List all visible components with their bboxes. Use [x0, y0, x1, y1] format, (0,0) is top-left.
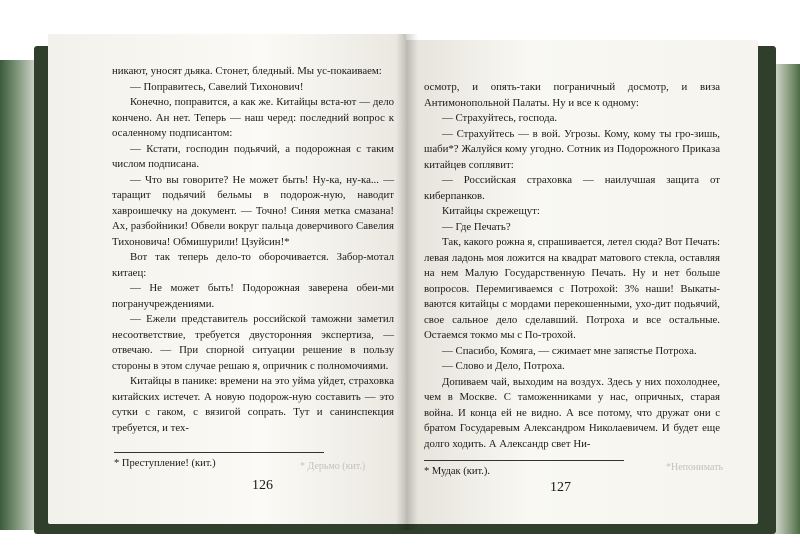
right-page-text [424, 80, 720, 452]
book-gutter [396, 34, 418, 530]
right-paragraph: Так, какого рожна я, спрашивается, летел сюда? Вот Печать: левая ладонь моя ложится на квадрат матового стекла, оставляя на нем Малую Государственную Печать. Ну и нет больше вопросов. Перемигиваемся с Потрохой: 3% наши! Выкаты-ваются китайцы с мордами перекошенными, ухо-дит подьячий, свое сальное дело сделавший. Потроха и все остальные. Остаемся токмо мы с По-трохой. [424, 236, 720, 341]
right-paragraph: — Где Печать? [442, 220, 511, 233]
background-right [774, 64, 800, 534]
left-paragraph: — Ежели представитель российской таможни заметил несоответствие, требуется двусторонняя экспертиза, — отвечаю. — При спорной ситуации решение в пользу стороны в этом случае решаю я, опричник с полномочиями. [112, 313, 394, 372]
left-paragraph: — Что вы говорите? Не может быть! Ну-ка, ну-ка... — таращит подьячий бельмы в подорож-ную, наводит хавроишечку на документ. — Точно! Синяя метка смазана! Ах, разбойники! Обвели вокруг пальца доверчивого Савелия Тихоновича! Обмишурили! Цзуйсин!* [112, 173, 394, 248]
left-paragraph: — Кстати, господин подьячий, а подорожная с таким числом подписана. [112, 142, 394, 170]
left-footnote: * Преступление! (кит.) [114, 452, 324, 470]
right-paragraph: Китайцы скрежещут: [442, 205, 540, 217]
left-paragraph: никают, уносят дьяка. Стонет, бледный. Мы ус-покаиваем: [112, 65, 382, 77]
open-book [34, 34, 776, 534]
left-bleed-through-text: * Дерьмо (кит.) [300, 461, 366, 472]
right-footnote: * Мудак (кит.). [424, 460, 624, 478]
left-paragraph: — Поправитесь, Савелий Тихонович! [130, 80, 304, 93]
left-paragraph: — Не может быть! Подорожная заверена обеи-ми погранучреждениями. [112, 282, 394, 310]
right-paragraph: — Страхуйтесь, господа. [442, 112, 558, 124]
right-paragraph: Допиваем чай, выходим на воздух. Здесь у них похолоднее, чем в Москве. С таможенниками у нас, опричных, старая война. И конца ей не видно. А все потому, что дружат они с братом Государевым Александром Николаевичем. И будет еще долго ходить. А Александр свет Ни- [424, 375, 720, 450]
left-paragraph: Китайцы в панике: времени на это уйма уйдет, страховка китайских истечет. А новую подорож-ную составить — это сутки с гаком, с вязигой сопрать. Тут и санинспекция требуется, и тех- [112, 375, 394, 434]
right-bleed-through-text: *Непонимать [666, 462, 724, 473]
right-paragraph: — Российская страховка — наилучшая защита от киберпанков. [424, 174, 720, 202]
right-paragraph: — Страхуйтесь — в вой. Угрозы. Кому, кому ты гро-зишь, шаби*? Жалуйся кому угодно. Сотник из Подорожного Приказа китайцев соплявит: [424, 127, 720, 171]
left-page-text [112, 64, 394, 436]
left-page-number: 126 [252, 478, 273, 493]
right-page-number: 127 [550, 480, 571, 495]
right-paragraph: — Спасибо, Комяга, — сжимает мне запястье Потроха. [442, 344, 697, 357]
left-page [48, 34, 406, 524]
right-paragraph: осмотр, и опять-таки пограничный досмотр, и виза Антимонопольной Палаты. Ну и все к одному: [424, 81, 720, 109]
left-paragraph: Вот так теперь дело-то оборочивается. Забор-мотал китаец: [112, 251, 394, 279]
right-paragraph: — Слово и Дело, Потроха. [442, 360, 565, 372]
left-paragraph: Конечно, поправится, а как же. Китайцы вста-ют — дело кончено. Ан нет. Теперь — наш черед: последний вопрос к осаленному подписантом: [112, 96, 394, 139]
background-left [0, 60, 34, 530]
right-page [406, 40, 758, 524]
